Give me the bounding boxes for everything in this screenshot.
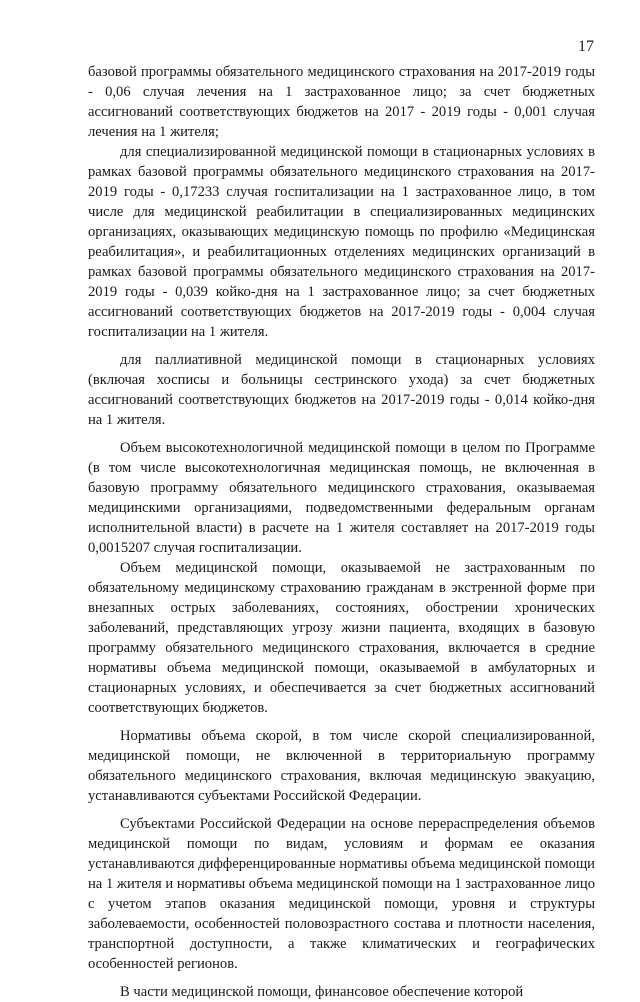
paragraph-3: для паллиативной медицинской помощи в стационарных условиях (включая хосписы и больницы сестринского ухода) за счет бюджетных ассигнований соответствующих бюджетов на 2017-2019 годы - 0,014 койко-дня на 1 жителя. <box>88 352 595 428</box>
page-number: 17 <box>578 38 594 55</box>
paragraph-4: Объем высокотехнологичной медицинской помощи в целом по Программе (в том числе высокотехнологичная медицинская помощь, не включенная в базовую программу обязательного медицинского страхования, оказываемая медицинскими организациями, подведомственными федеральным органам исполнительной власти) в расчете на 1 жителя составляет на 2017-2019 годы 0,0015207 случая госпитализации. <box>88 440 595 556</box>
paragraph-8: В части медицинской помощи, финансовое обеспечение которой <box>120 984 524 1000</box>
paragraph-2: для специализированной медицинской помощи в стационарных условиях в рамках базовой программы обязательного медицинского страхования на 2017-2019 годы - 0,17233 случая госпитализации на 1 застрахованное лицо, в том числе для медицинской реабилитации в специализированных медицинских организациях, оказывающих медицинскую помощь по профилю «Медицинская реабилитация», и реабилитационных отделениях медицинских организаций в рамках базовой программы обязательного медицинского страхования на 2017-2019 годы - 0,039 койко-дня на 1 застрахованное лицо; за счет бюджетных ассигнований соответствующих бюджетов на 2017-2019 годы - 0,004 случая госпитализации на 1 жителя. <box>88 144 595 340</box>
document-body <box>88 62 595 1002</box>
paragraph-5: Объем медицинской помощи, оказываемой не застрахованным по обязательному медицинскому страхованию гражданам в экстренной форме при внезапных острых заболеваниях, состояниях, обострении хронических заболеваний, представляющих угрозу жизни пациента, входящих в базовую программу обязательного медицинского страхования, включается в средние нормативы объема медицинской помощи, оказываемой в амбулаторных и стационарных условиях, и обеспечивается за счет бюджетных ассигнований соответствующих бюджетов. <box>88 560 595 716</box>
paragraph-7: Субъектами Российской Федерации на основе перераспределения объемов медицинской помощи по видам, условиям и формам ее оказания устанавливаются дифференцированные нормативы объема медицинской помощи на 1 жителя и нормативы объема медицинской помощи на 1 застрахованное лицо с учетом этапов оказания медицинской помощи, уровня и структуры заболеваемости, особенностей половозрастного состава и плотности населения, транспортной доступности, а также климатических и географических особенностей регионов. <box>88 816 595 972</box>
paragraph-6: Нормативы объема скорой, в том числе скорой специализированной, медицинской помощи, не включенной в территориальную программу обязательного медицинского страхования, включая медицинскую эвакуацию, устанавливаются субъектами Российской Федерации. <box>88 728 595 804</box>
paragraph-1: базовой программы обязательного медицинского страхования на 2017-2019 годы - 0,06 случая лечения на 1 застрахованное лицо; за счет бюджетных ассигнований соответствующих бюджетов на 2017 - 2019 годы - 0,001 случая лечения на 1 жителя; <box>88 64 595 140</box>
